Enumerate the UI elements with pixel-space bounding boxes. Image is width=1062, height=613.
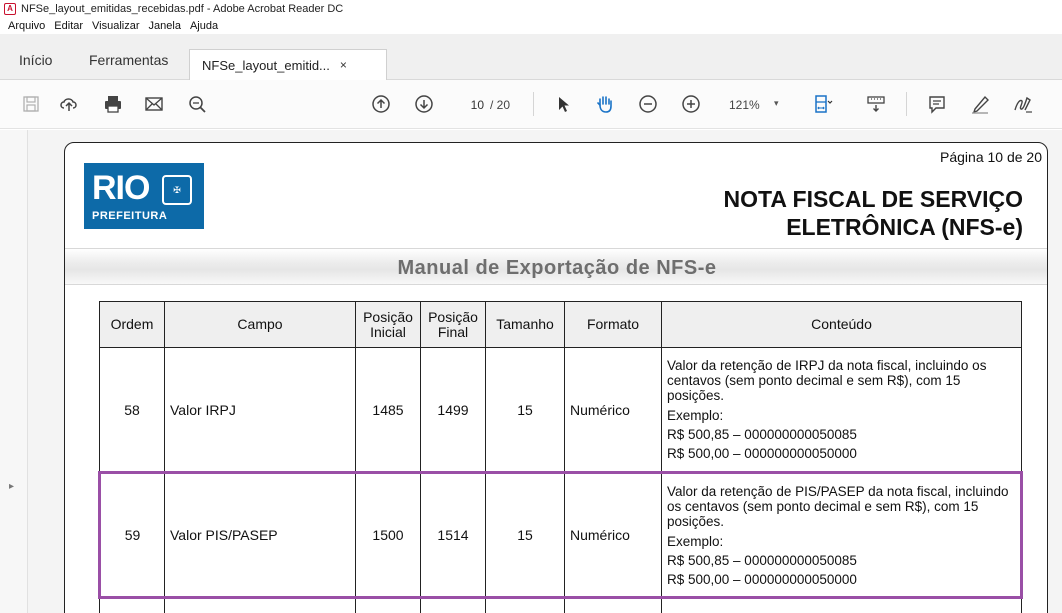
- menu-editar[interactable]: Editar: [54, 19, 84, 32]
- zoom-level[interactable]: 121%: [729, 98, 760, 112]
- email-icon[interactable]: [143, 93, 165, 115]
- table-row: [100, 348, 1022, 473]
- header-conteudo: Conteúdo: [662, 302, 1022, 348]
- tab-tools[interactable]: Ferramentas: [89, 52, 169, 68]
- hand-tool-icon[interactable]: [594, 93, 616, 115]
- header-tamanho: Tamanho: [486, 302, 565, 348]
- cell-empty: [662, 598, 1022, 613]
- fit-page-icon[interactable]: [812, 93, 834, 115]
- page-up-icon[interactable]: [370, 93, 392, 115]
- header-ordem: Ordem: [100, 302, 165, 348]
- acrobat-app-icon: A: [4, 3, 16, 15]
- toolbar-divider: [906, 92, 907, 116]
- sign-icon[interactable]: [1011, 93, 1033, 115]
- city-crest-icon: ✠: [162, 175, 192, 205]
- window-titlebar: [0, 0, 1062, 17]
- section-band: [65, 248, 1048, 285]
- main-toolbar: [0, 80, 1062, 129]
- cell-campo: Valor PIS/PASEP: [165, 473, 356, 598]
- conteudo-description: Valor da retenção de PIS/PASEP da nota fiscal, incluindo os centavos (sem ponto decimal e sem R$), com 15 posições.: [667, 483, 1009, 529]
- header-pos-final-line1: Posição: [428, 308, 478, 325]
- rio-prefeitura-logo: [84, 163, 204, 229]
- page-down-icon[interactable]: [413, 93, 435, 115]
- cell-empty: [421, 598, 486, 613]
- conteudo-example-1: R$ 500,85 – 000000000050085: [667, 552, 857, 568]
- cell-ordem: 58: [100, 348, 165, 473]
- field-layout-table: [98, 301, 1023, 613]
- print-icon[interactable]: [102, 93, 124, 115]
- cell-pos-final: 1499: [421, 348, 486, 473]
- zoom-dropdown-icon[interactable]: ▾: [774, 98, 779, 108]
- cell-tamanho: 15: [486, 473, 565, 598]
- cell-formato: Numérico: [565, 348, 662, 473]
- zoom-in-icon[interactable]: [680, 93, 702, 115]
- save-icon[interactable]: [20, 93, 42, 115]
- cell-ordem: 59: [100, 473, 165, 598]
- table-row-highlighted: [100, 473, 1022, 598]
- conteudo-example-1: R$ 500,85 – 000000000050085: [667, 427, 857, 442]
- window-title: NFSe_layout_emitidas_recebidas.pdf - Adobe Acrobat Reader DC: [21, 2, 344, 15]
- cell-pos-inicial: 1500: [356, 473, 421, 598]
- document-title-line1: NOTA FISCAL DE SERVIÇO: [723, 186, 1023, 212]
- toolbar-divider: [533, 92, 534, 116]
- page-total: / 20: [490, 98, 511, 112]
- expand-pane-icon[interactable]: ▸: [9, 481, 15, 492]
- select-cursor-icon[interactable]: [552, 93, 574, 115]
- tab-document-label: NFSe_layout_emitid...: [202, 57, 330, 73]
- pdf-page: [64, 142, 1048, 613]
- cell-conteudo: [662, 473, 1022, 598]
- header-pos-inicial-line2: Inicial: [370, 323, 406, 340]
- comment-icon[interactable]: [926, 93, 948, 115]
- cell-empty: [165, 598, 356, 613]
- logo-prefeitura-text: PREFEITURA: [92, 210, 168, 222]
- table-row-partial: [100, 598, 1022, 613]
- table-header-row: [100, 302, 1022, 348]
- cell-empty: [356, 598, 421, 613]
- menu-janela[interactable]: Janela: [148, 19, 181, 32]
- menu-ajuda[interactable]: Ajuda: [189, 19, 219, 32]
- conteudo-example-2: R$ 500,00 – 000000000050000: [667, 446, 857, 461]
- cell-pos-final: 1514: [421, 473, 486, 598]
- header-posicao-final: [421, 302, 486, 348]
- header-posicao-inicial: [356, 302, 421, 348]
- menu-visualizar[interactable]: Visualizar: [92, 19, 140, 32]
- read-mode-icon[interactable]: [865, 93, 887, 115]
- tab-home[interactable]: Início: [19, 52, 53, 68]
- header-campo: Campo: [165, 302, 356, 348]
- cell-conteudo: [662, 348, 1022, 473]
- manual-heading: Manual de Exportação de NFS-e: [397, 257, 717, 279]
- menu-bar: [0, 17, 1062, 34]
- menu-arquivo[interactable]: Arquivo: [8, 19, 46, 32]
- tab-document[interactable]: [189, 49, 387, 80]
- document-title-line2: ELETRÔNICA (NFS-e): [786, 214, 1023, 240]
- zoom-out-icon[interactable]: [637, 93, 659, 115]
- header-formato: Formato: [565, 302, 662, 348]
- header-pos-inicial-line1: Posição: [363, 308, 413, 325]
- cell-tamanho: 15: [486, 348, 565, 473]
- conteudo-example-label: Exemplo:: [667, 533, 724, 549]
- header-pos-final-line2: Final: [437, 323, 469, 340]
- page-number-input[interactable]: [454, 96, 484, 114]
- upload-icon[interactable]: [58, 93, 80, 115]
- cell-empty: [100, 598, 165, 613]
- logo-rio-text: RIO: [92, 169, 150, 207]
- conteudo-description: Valor da retenção de IRPJ da nota fiscal, incluindo os centavos (sem ponto decimal e sem R$), com 15 posições.: [667, 358, 987, 403]
- conteudo-example-label: Exemplo:: [667, 408, 724, 423]
- conteudo-example-2: R$ 500,00 – 000000000050000: [667, 571, 857, 587]
- cell-empty: [565, 598, 662, 613]
- cell-empty: [486, 598, 565, 613]
- tab-bar: [0, 34, 1062, 80]
- navigation-pane: [0, 130, 28, 613]
- cell-pos-inicial: 1485: [356, 348, 421, 473]
- cell-campo: Valor IRPJ: [165, 348, 356, 473]
- zoom-search-icon[interactable]: [186, 93, 208, 115]
- page-number-label: Página 10 de 20: [940, 149, 1042, 165]
- cell-formato: Numérico: [565, 473, 662, 598]
- document-viewer[interactable]: [28, 130, 1062, 613]
- close-tab-icon[interactable]: ×: [339, 58, 347, 72]
- document-title: [724, 185, 1023, 241]
- highlight-pen-icon[interactable]: [969, 93, 991, 115]
